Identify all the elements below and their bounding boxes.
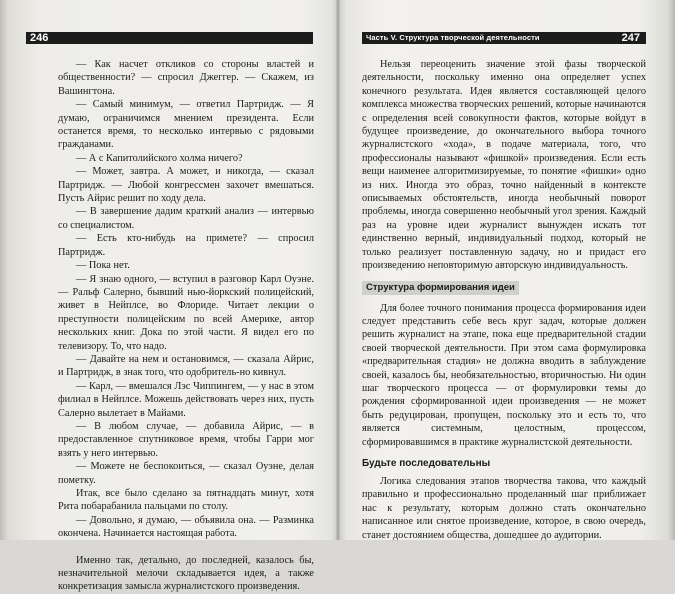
body-paragraph: Нельзя переоценить значение этой фазы творческой деятельности, поскольку именно она определяет успех конечного результата. Идея является составляющей целого комплекса множества творческих решений, которые начинаются с определения всей совокупности фактов, которые войдут в будущее произведение, до окончательного выбора точного журналистского «хода», в подаче материала, того, что профессионалы называют «фишкой» произведения. Если есть вещи наименее алгоритмизируемые, то понятие «фишки» одно из них. Иногда это образ, точно найденный в контексте описываемых обстоятельств, иногда необычный поворот проблемы, иногда совершенно необычный угол зрения. Каждый раз на уровне идеи журналист вынужден искать тот единственно верный, индивидуальный подход, который не только реализует поставленную задачу, но и придаст его произведению неповторимую авторскую индивидуальность. <box>362 59 646 272</box>
right-page-header <box>362 32 646 44</box>
dialogue-paragraph: — Я знаю одного, — вступил в разговор Карл Оуэне. — Ральф Салерно, бывший нью-йоркский полицейский, живет в Нейплсе, во Флориде. Читает лекции о преступности полицейским по всей Америке, автор нескольких книг. Дока по этой части. Я видел его по телевизору. То, что надо. <box>58 273 314 352</box>
body-paragraph: Для более точного понимания процесса формирования идеи следует представить себе весь круг задач, которые должен решить журналист на этапе, пока еще предварительной стадии своей творческой деятельности. При этом сама формулировка «предварительная стадия» не должна вводить в заблуждение своей, казалось бы, необязательностью, вторичностью. Ни один шаг творческого процесса — от формулировки темы до рождения сформированной идеи произведения — не может быть редуцирован, пропущен, поскольку это и есть то, что является системным, целостным, процессом, сформировавшимся в практике журналистской деятельности. <box>362 302 646 448</box>
dialogue-paragraph: — В завершение дадим краткий анализ — интервью со специалистом. <box>58 206 314 231</box>
section-heading: Структура формирования идеи <box>362 281 519 295</box>
dialogue-paragraph: Итак, все было сделано за пятнадцать минут, хотя Рита побарабанила пальцами по столу. <box>58 488 314 513</box>
left-page-header <box>26 32 313 44</box>
dialogue-paragraph: — Может, завтра. А может, и никогда, — сказал Партридж. — Любой конгрессмен захочет вмешаться. Пусть Айрис решит по ходу дела. <box>58 166 314 205</box>
dialogue-paragraph: — В любом случае, — добавила Айрис, — в предоставленное спутниковое время, чтобы Гарри мог взять у него интервью. <box>58 420 314 459</box>
body-paragraph: Логика следования этапов творчества такова, что каждый правильно и профессионально проделанный шаг приближает нас к результату, которым должно стать окончательно написанное или снятое произведение, которое, в свою очередь, станет достоянием общества, дошедшее до аудитории. <box>362 475 646 541</box>
left-page-text <box>58 58 314 594</box>
right-page-number: 247 <box>621 32 640 44</box>
dialogue-paragraph: — Как насчет откликов со стороны властей и общественности? — спросил Джеггер. — Скажем, из Вашингтона. <box>58 59 314 97</box>
closing-paragraph: Именно так, детально, до последней, казалось бы, незначительной мелочи складывается идея, а также конкретизация замысла журналистского произведения. <box>58 554 314 593</box>
dialogue-paragraph: — Есть кто-нибудь на примете? — спросил Партридж. <box>58 233 314 258</box>
subheading: Будьте последовательны <box>362 457 491 469</box>
right-page-text <box>362 58 646 542</box>
dialogue-paragraph: — А с Капитолийского холма ничего? <box>76 152 243 164</box>
book-gutter <box>336 0 340 540</box>
dialogue-paragraph: — Давайте на нем и остановимся, — сказала Айрис, и Партридж, в знак того, что одобритель-но кивнул. <box>58 353 314 379</box>
dialogue-paragraph: — Довольно, я думаю, — объявила она. — Разминка окончена. Начинается настоящая работа. <box>58 514 314 540</box>
dialogue-paragraph: — Пока нет. <box>76 260 130 272</box>
running-head: Часть V. Структура творческой деятельности <box>366 33 540 42</box>
dialogue-paragraph: — Можете не беспокоиться, — сказал Оуэне, делая пометку. <box>58 461 314 486</box>
dialogue-paragraph: — Самый минимум, — ответил Партридж. — Я думаю, ограничимся мнением президента. Если останется время, то несколько интервью с рядовыми гражданами. <box>58 99 314 151</box>
dialogue-paragraph: — Карл, — вмешался Лэс Чиппингем, — у нас в этом филиал в Нейплсе. Можешь действовать через них, пусть Салерно вылетает в Майами. <box>58 380 314 419</box>
left-page-number: 246 <box>30 32 49 44</box>
